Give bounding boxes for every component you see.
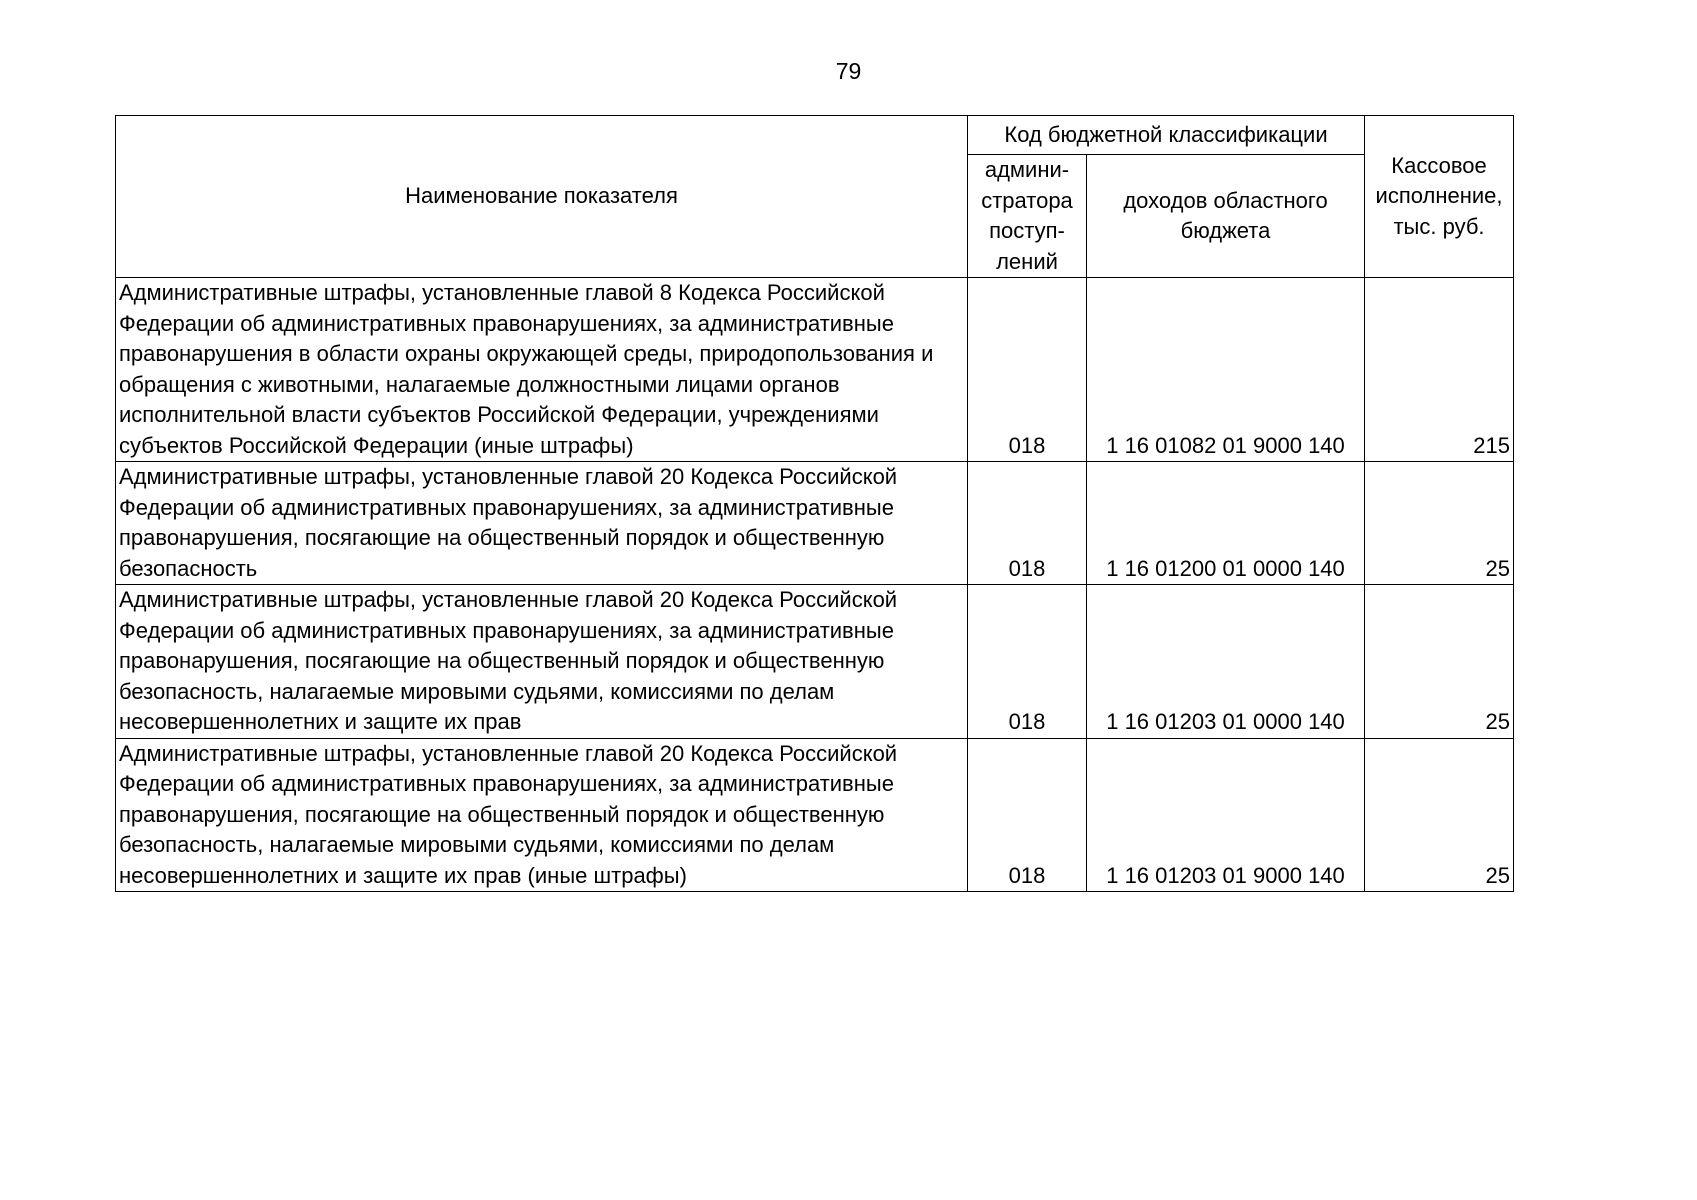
header-budget-code-group: Код бюджетной классификации: [968, 116, 1365, 155]
header-row-group: [116, 116, 1514, 155]
table-row: [116, 738, 1514, 892]
row-income-code: 1 16 01203 01 0000 140: [1087, 585, 1365, 739]
page-number: 79: [835, 58, 862, 84]
row-amount: 25: [1365, 462, 1514, 585]
row-name: Административные штрафы, установленные главой 20 Кодекса Российской Федерации об административных правонарушениях, за административные правонарушения, посягающие на общественный порядок и общественную безопасность: [116, 462, 968, 585]
row-amount: 25: [1365, 585, 1514, 739]
header-admin: админи-стратора поступ-лений: [968, 155, 1087, 278]
header-name: Наименование показателя: [116, 116, 968, 278]
table-row: [116, 278, 1514, 462]
table-row: [116, 462, 1514, 585]
row-name: Административные штрафы, установленные главой 8 Кодекса Российской Федерации об административных правонарушениях, за административные правонарушения в области охраны окружающей среды, природопользования и обращения с животными, налагаемые должностными лицами органов исполнительной власти субъектов Российской Федерации, учреждениями субъектов Российской Федерации (иные штрафы): [116, 278, 968, 462]
row-admin-code: 018: [968, 278, 1087, 462]
row-admin-code: 018: [968, 738, 1087, 892]
row-admin-code: 018: [968, 585, 1087, 739]
row-name: Административные штрафы, установленные главой 20 Кодекса Российской Федерации об административных правонарушениях, за административные правонарушения, посягающие на общественный порядок и общественную безопасность, налагаемые мировыми судьями, комиссиями по делам несовершеннолетних и защите их прав (иные штрафы): [116, 738, 968, 892]
row-amount: 215: [1365, 278, 1514, 462]
header-income: доходов областного бюджета: [1087, 155, 1365, 278]
row-income-code: 1 16 01200 01 0000 140: [1087, 462, 1365, 585]
table-row: [116, 585, 1514, 739]
row-name: Административные штрафы, установленные главой 20 Кодекса Российской Федерации об административных правонарушениях, за административные правонарушения, посягающие на общественный порядок и общественную безопасность, налагаемые мировыми судьями, комиссиями по делам несовершеннолетних и защите их прав: [116, 585, 968, 739]
budget-table: [115, 115, 1514, 892]
row-income-code: 1 16 01203 01 9000 140: [1087, 738, 1365, 892]
header-amount: Кассовое исполнение, тыс. руб.: [1365, 116, 1514, 278]
row-amount: 25: [1365, 738, 1514, 892]
row-income-code: 1 16 01082 01 9000 140: [1087, 278, 1365, 462]
row-admin-code: 018: [968, 462, 1087, 585]
